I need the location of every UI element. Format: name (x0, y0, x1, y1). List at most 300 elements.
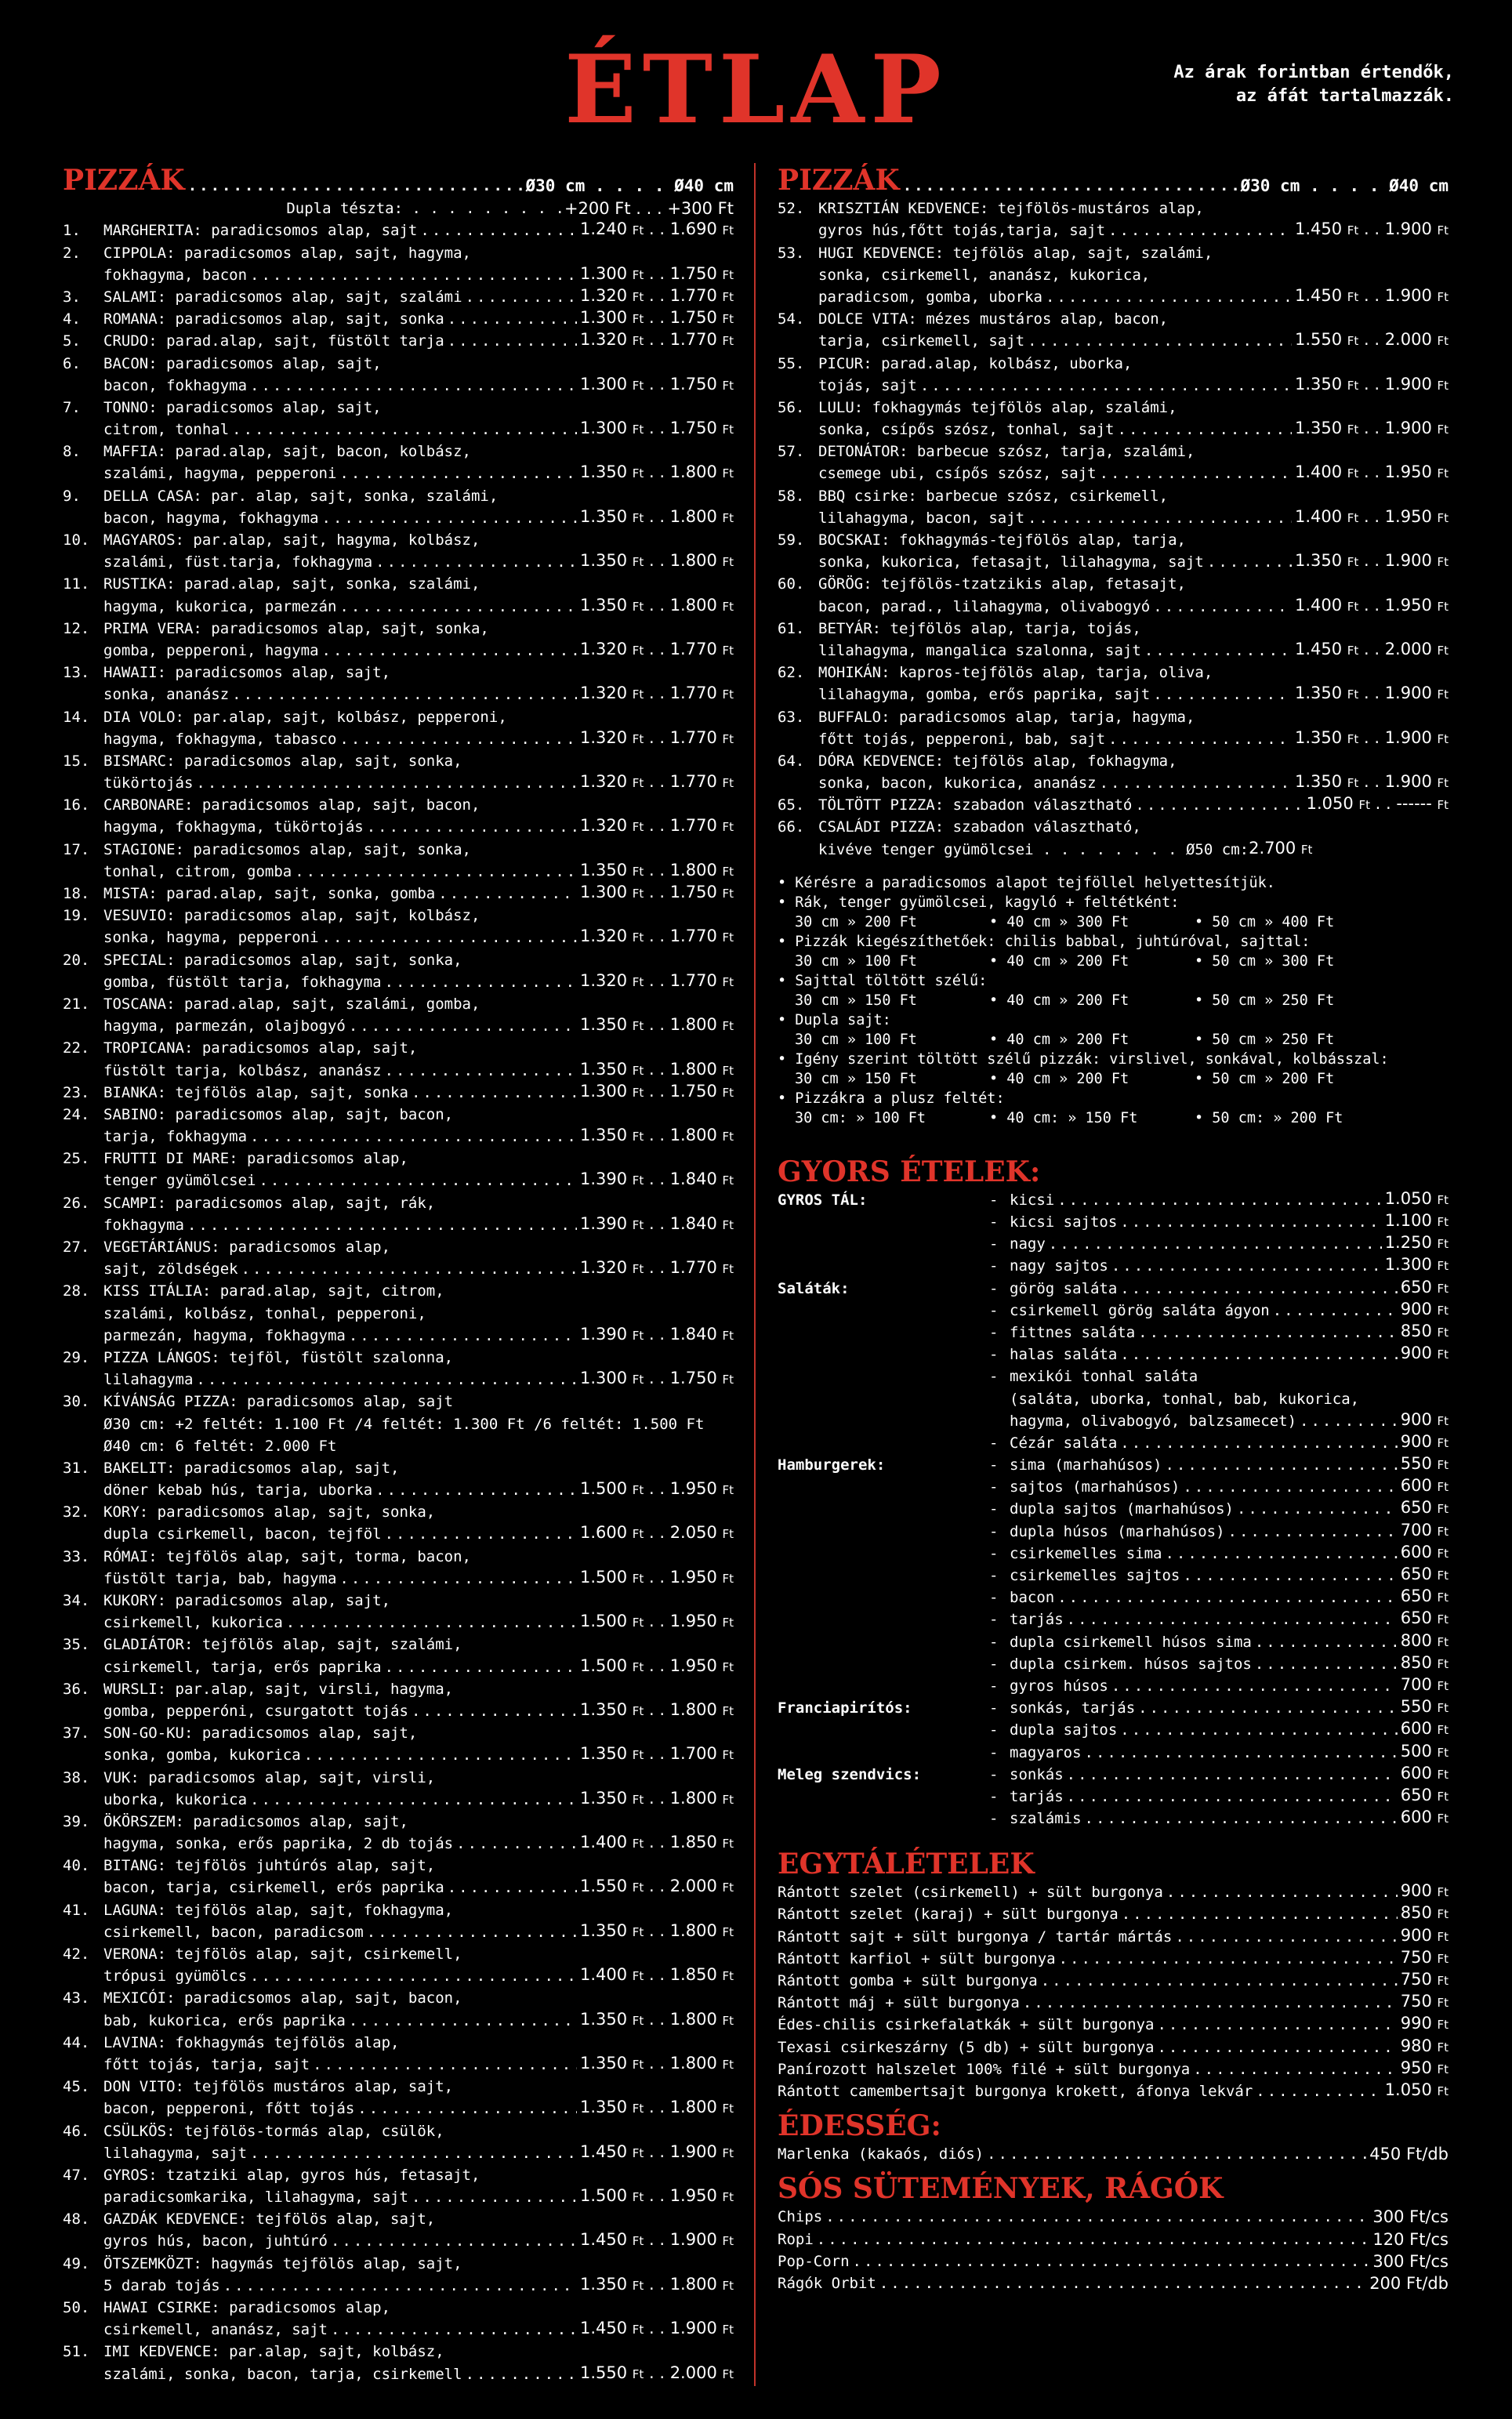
currency: Ft (1437, 2084, 1449, 2098)
price: 120 Ft/cs (1372, 2229, 1449, 2249)
currency: Ft (722, 289, 734, 304)
price: 900 Ft (1400, 1299, 1449, 1318)
dash: - (989, 1301, 999, 1319)
dash: - (989, 1765, 999, 1783)
item-description: uborka, kukorica (103, 1790, 248, 1808)
quick-food-row (778, 1432, 1449, 1454)
extra-prices (778, 1069, 1449, 1089)
leader-dots (1111, 1675, 1398, 1697)
item-description: CRUDO: parad.alap, sajt, füstölt tarja (103, 332, 444, 350)
leader-dots (1135, 794, 1303, 816)
price: 900 Ft (1400, 1881, 1449, 1901)
item-number: 18. (63, 885, 90, 902)
dash: - (989, 1235, 999, 1253)
leader-dots (448, 308, 577, 330)
item-name: nagy (1010, 1235, 1046, 1253)
price-pair: 1.300 Ft . . 1.750 Ft (580, 883, 734, 901)
leader-dots (339, 596, 577, 618)
menu-row (778, 2228, 1449, 2250)
leader-dots (1085, 1742, 1398, 1764)
pizza-row (63, 1082, 734, 1104)
currency: Ft (722, 378, 734, 393)
price: 850 Ft (1400, 1652, 1449, 1672)
price-pair: 1.400 Ft . . 1.950 Ft (1295, 506, 1449, 526)
menu-row (778, 2272, 1449, 2294)
currency: Ft (1437, 1745, 1449, 1760)
leader-dots (339, 1568, 577, 1590)
dash: - (989, 1434, 999, 1452)
currency: Ft (1437, 599, 1449, 614)
item-description: sonka, hagyma, pepperoni (103, 929, 319, 947)
leader-dots (295, 861, 577, 883)
menu-row (778, 1881, 1449, 1903)
leader-dots (987, 2143, 1366, 2165)
currency: Ft (722, 1063, 734, 1078)
leader-dots (438, 883, 577, 905)
price: 750 Ft (1400, 1947, 1449, 1967)
spacer (778, 1830, 1449, 1847)
pizza-row (63, 1612, 734, 1634)
item-description: lilahagyma, sajt (103, 2144, 248, 2162)
item-description: füstölt tarja, bab, hagyma (103, 1569, 337, 1587)
price-pair: 1.450 Ft . . 1.900 Ft (1295, 219, 1449, 239)
item-description: csemege ubi, csípős szósz, sajt (818, 465, 1097, 483)
leader-dots (250, 2142, 577, 2164)
item-number: 51. (63, 2343, 90, 2361)
currency: Ft (722, 2366, 734, 2381)
item-description: KRISZTIÁN KEDVENCE: tejfölös-mustáros alap, (818, 200, 1204, 218)
currency: Ft (1437, 1885, 1449, 1900)
price-pair: 1.550 Ft . . 2.000 Ft (580, 2363, 734, 2382)
extra-note: • Pizzákra a plusz feltét: (778, 1090, 1005, 1107)
leader-dots (385, 971, 577, 993)
item-description: citrom, tonhal (103, 421, 230, 439)
currency: Ft (1347, 555, 1359, 570)
currency: Ft (1437, 2062, 1449, 2076)
leader-dots (1183, 1476, 1397, 1498)
leader-dots (903, 174, 1238, 198)
leader-dots (339, 462, 577, 484)
price: 600 Ft (1400, 1808, 1449, 1827)
item-description: TROPICANA: paradicsomos alap, sajt, (103, 1039, 418, 1057)
item-description: GLADIÁTOR: tejfölös alap, sajt, szalámi, (103, 1636, 462, 1654)
price-pair: 1.350 Ft . . 1.800 Ft (580, 860, 734, 879)
currency: Ft (632, 1373, 644, 1387)
price: 650 Ft (1400, 1277, 1449, 1297)
currency: Ft (1347, 687, 1359, 702)
leader-dots (412, 2186, 577, 2208)
item-description: hagyma, sonka, erős paprika, 2 db tojás (103, 1835, 454, 1853)
item-description: Ø40 cm: 6 feltét: 2.000 Ft (103, 1437, 337, 1455)
dash: - (989, 1522, 999, 1540)
quick-food-row (778, 1741, 1449, 1763)
item-number: 30. (63, 1393, 90, 1411)
item-description: ROMANA: paradicsomos alap, sajt, sonka (103, 310, 444, 328)
pizza-row (63, 1435, 734, 1457)
price-pair: 1.350 Ft . . 1.800 Ft (580, 1699, 734, 1719)
item-name: tarjás (1010, 1611, 1064, 1629)
leader-dots (412, 1082, 577, 1104)
section-heading (778, 1847, 1449, 1881)
item-description: TONNO: paradicsomos alap, sajt, (103, 398, 382, 416)
extra-prices (778, 952, 1449, 971)
pizza-row (63, 1656, 734, 1677)
item-number: 44. (63, 2033, 90, 2051)
currency: Ft (722, 974, 734, 989)
dash: - (989, 1787, 999, 1805)
item-description: CSALÁDI PIZZA: szabadon választható, (818, 818, 1141, 836)
item-number: 36. (63, 1680, 90, 1698)
item-description: PIZZA LÁNGOS: tejföl, füstölt szalonna, (103, 1348, 454, 1366)
item-description: BOCSKAI: fokhagymás-tejfölös alap, tarja, (818, 531, 1186, 549)
quick-food-row (778, 1565, 1449, 1587)
pizza-row (63, 1148, 734, 1170)
pizza-row (63, 1191, 734, 1213)
pizza-row (63, 1170, 734, 1191)
extra-prices (778, 991, 1449, 1010)
currency: Ft (1347, 289, 1359, 304)
leader-dots (1175, 1926, 1397, 1948)
currency: Ft (632, 2278, 644, 2293)
pizza-row (778, 618, 1449, 640)
currency: Ft (632, 1703, 644, 1718)
item-description: tojás, sajt (818, 376, 917, 394)
currency: Ft (722, 1217, 734, 1232)
pizza-row (778, 529, 1449, 551)
currency: Ft (632, 1748, 644, 1763)
currency: Ft (722, 930, 734, 945)
currency: Ft (1437, 1524, 1449, 1539)
leader-dots (1111, 1255, 1382, 1277)
item-description: fokhagyma, bacon (103, 266, 248, 284)
left-column (63, 163, 734, 2385)
dash: - (989, 1257, 999, 1275)
item-description: KORY: paradicsomos alap, sajt, sonka, (103, 1503, 436, 1521)
pizza-row (63, 1811, 734, 1833)
leader-dots (448, 330, 577, 352)
item-name: görög saláta (1010, 1279, 1118, 1297)
item-name: fittnes saláta (1010, 1323, 1136, 1341)
price-note-line: Az árak forintban értendők, (1173, 63, 1454, 82)
pizza-row (63, 551, 734, 573)
leader-dots (250, 375, 577, 397)
currency: Ft (1437, 1701, 1449, 1716)
currency: Ft (632, 687, 644, 702)
currency: Ft (1437, 378, 1449, 393)
price-pair: 1.400 Ft . . 1.950 Ft (1295, 462, 1449, 482)
leader-dots (322, 927, 577, 948)
currency: Ft (1347, 599, 1359, 614)
pizza-row (63, 2098, 734, 2120)
currency: Ft (1437, 1215, 1449, 1229)
section-heading (778, 1155, 1449, 1189)
currency: Ft (722, 1173, 734, 1188)
quick-food-row (778, 1675, 1449, 1697)
item-number: 63. (778, 708, 805, 726)
currency: Ft (722, 267, 734, 282)
leader-dots (385, 1060, 577, 1082)
menu-row (778, 2206, 1449, 2228)
dash: - (989, 1743, 999, 1761)
pizza-row (778, 640, 1449, 662)
pizza-row (63, 375, 734, 397)
extra-price-50: • 50 cm » 200 Ft (1195, 1070, 1335, 1087)
pizza-row (63, 1766, 734, 1788)
currency: Ft (1437, 643, 1449, 658)
quick-food-row (778, 1322, 1449, 1344)
menu-row (778, 1948, 1449, 1970)
pizza-row (63, 352, 734, 374)
currency: Ft (632, 2190, 644, 2205)
price: 300 Ft/cs (1372, 2207, 1449, 2227)
item-name: Marlenka (kakaós, diós) (778, 2145, 984, 2163)
currency: Ft (1347, 378, 1359, 393)
currency: Ft (1437, 1435, 1449, 1450)
price: 600 Ft (1400, 1542, 1449, 1561)
currency: Ft (632, 1328, 644, 1343)
pizza-row (63, 264, 734, 286)
pizza-row (63, 330, 734, 352)
pizza-row (778, 662, 1449, 684)
pizza-row (63, 419, 734, 441)
currency: Ft (1437, 466, 1449, 481)
item-description: DON VITO: tejfölös mustáros alap, sajt, (103, 2078, 454, 2096)
menu-row (778, 1970, 1449, 1992)
currency: Ft (1437, 334, 1449, 349)
item-description: szalámi, sonka, bacon, tarja, csirkemell (103, 2365, 462, 2383)
item-description: csirkemell, tarja, erős paprika (103, 1658, 382, 1676)
item-description: parmezán, hagyma, fokhagyma (103, 1326, 346, 1344)
item-description: bab, kukorica, erős paprika (103, 2011, 346, 2029)
item-description: MARGHERITA: paradicsomos alap, sajt (103, 222, 418, 240)
currency: Ft (1437, 1996, 1449, 2011)
price-pair: 1.400 Ft . . 1.850 Ft (580, 1833, 734, 1852)
currency: Ft (722, 510, 734, 525)
leader-dots (322, 507, 577, 529)
pizza-row (63, 2164, 734, 2186)
price: 900 Ft (1400, 1431, 1449, 1451)
pizza-row (778, 484, 1449, 506)
pizza-row (63, 441, 734, 462)
dash: - (989, 1810, 999, 1828)
dash: - (989, 1611, 999, 1629)
quick-food-row (778, 1300, 1449, 1322)
item-number: 27. (63, 1239, 90, 1256)
extra-price-40: • 40 cm » 200 Ft (989, 992, 1129, 1009)
pizza-row (63, 286, 734, 308)
item-description: CSÜLKÖS: tejfölös-tormás alap, csülök, (103, 2122, 444, 2140)
leader-dots (1273, 1300, 1398, 1322)
price: 550 Ft (1400, 1454, 1449, 1474)
category-label: Hamburgerek: (778, 1456, 886, 1474)
currency: Ft (722, 1924, 734, 1939)
price-pair: 1.320 Ft . . 1.770 Ft (580, 639, 734, 658)
currency: Ft (722, 2278, 734, 2293)
currency: Ft (722, 1019, 734, 1034)
currency: Ft (632, 1063, 644, 1078)
item-description: DÓRA KEDVENCE: tejfölös alap, fokhagyma, (818, 752, 1177, 770)
item-number: 43. (63, 1989, 90, 2007)
pizza-row (63, 1987, 734, 2009)
pizza-row (63, 308, 734, 330)
pizza-row (63, 2297, 734, 2319)
leader-dots (349, 2010, 577, 2032)
item-description: hagyma, fokhagyma, tükörtojás (103, 818, 364, 836)
item-number: 28. (63, 1282, 90, 1300)
extra-price-40: • 40 cm » 200 Ft (989, 952, 1129, 970)
currency: Ft (632, 334, 644, 349)
extra-note: • Kérésre a paradicsomos alapot tejföllel helyettesítjük. (778, 874, 1275, 891)
item-number: 45. (63, 2078, 90, 2096)
item-number: 56. (778, 398, 805, 416)
currency: Ft (1437, 555, 1449, 570)
item-number: 57. (778, 443, 805, 461)
currency: Ft (632, 599, 644, 614)
leader-dots (920, 375, 1292, 397)
size-label: Ø30 cm . . . . Ø40 cm (525, 176, 734, 195)
price: 800 Ft (1400, 1630, 1449, 1650)
pizza-row (63, 1369, 734, 1391)
currency: Ft (632, 1837, 644, 1851)
item-number: 8. (63, 443, 81, 461)
dash: - (989, 1544, 999, 1562)
currency: Ft (632, 2013, 644, 2028)
leader-dots (232, 684, 577, 705)
pizza-row (63, 684, 734, 705)
pizza-row (63, 794, 734, 816)
item-description: GYROS: tzatziki alap, gyros hús, fetasajt, (103, 2166, 480, 2184)
pizza-row (778, 308, 1449, 330)
leader-dots (1085, 1808, 1398, 1830)
currency: Ft (1437, 1951, 1449, 1966)
pizza-row (63, 1280, 734, 1302)
leader-dots (313, 2054, 577, 2076)
item-number: 65. (778, 796, 805, 814)
extra-note: • Sajttal töltött szélű: (778, 972, 988, 989)
item-name: Rántott camembertsajt burgonya krokett, áfonya lekvár (778, 2082, 1253, 2100)
leader-dots (322, 640, 577, 662)
item-description: MAFFIA: parad.alap, sajt, bacon, kolbász, (103, 443, 471, 461)
currency: Ft (1437, 1634, 1449, 1649)
leader-dots (1153, 684, 1292, 705)
menu-row (778, 1992, 1449, 2014)
currency: Ft (632, 1969, 644, 1984)
item-name: Rántott szelet (csirkemell) + sült burgonya (778, 1884, 1163, 1902)
pizza-row (63, 2341, 734, 2363)
dash: - (989, 1655, 999, 1673)
item-number: 46. (63, 2122, 90, 2140)
item-description: FRUTTI DI MARE: paradicsomos alap, (103, 1150, 408, 1168)
price-pair: 1.320 Ft . . 1.770 Ft (580, 727, 734, 747)
leader-dots (412, 1700, 577, 1722)
pizza-row (63, 529, 734, 551)
spacer (778, 1128, 1449, 1155)
leader-dots (1067, 1608, 1398, 1630)
currency: Ft (1437, 1281, 1449, 1296)
leader-dots (286, 1612, 577, 1634)
currency: Ft (1437, 1656, 1449, 1671)
currency: Ft (722, 1571, 734, 1586)
item-description: BETYÁR: tejfölös alap, tarja, tojás, (818, 619, 1141, 637)
currency: Ft (1437, 1303, 1449, 1318)
currency: Ft (722, 2145, 734, 2160)
price-pair: 1.400 Ft . . 1.850 Ft (580, 1965, 734, 1985)
pizza-row (778, 772, 1449, 794)
currency: Ft (632, 1019, 644, 1034)
section-title: PIZZÁK (63, 164, 185, 197)
pizza-row (63, 1523, 734, 1545)
currency: Ft (1437, 1458, 1449, 1473)
extra-prices (778, 1030, 1449, 1050)
price-pair: 1.350 Ft . . 1.800 Ft (580, 1059, 734, 1079)
leader-dots (331, 2230, 577, 2252)
item-description: bacon, pepperoni, főtt tojás (103, 2100, 355, 2118)
item-number: 53. (778, 244, 805, 262)
dash: - (989, 1213, 999, 1231)
extra-price-50: • 50 cm » 300 Ft (1195, 952, 1335, 970)
item-number: 54. (778, 310, 805, 328)
currency: Ft (1437, 1480, 1449, 1495)
item-description: sajt, zöldségek (103, 1260, 238, 1278)
leader-dots (448, 1877, 577, 1899)
dash: - (989, 1500, 999, 1518)
item-description: gyros hús,főtt tojás,tarja, sajt (818, 222, 1106, 240)
pizza-row (63, 1236, 734, 1258)
item-description: GÖRÖG: tejfölös-tzatzikis alap, fetasajt, (818, 575, 1186, 593)
item-number: 20. (63, 951, 90, 969)
pizza-row (778, 375, 1449, 397)
pizza-row (63, 640, 734, 662)
item-description: gomba, füstölt tarja, fokhagyma (103, 973, 382, 991)
pizza-row (63, 1568, 734, 1590)
currency: Ft (722, 1483, 734, 1498)
item-description: szalámi, füst.tarja, fokhagyma (103, 553, 373, 571)
pizza-row (63, 1479, 734, 1501)
price-note (1173, 61, 1454, 108)
leader-dots (331, 2319, 577, 2341)
item-description: sonka, gomba, kukorica (103, 1746, 301, 1764)
item-description: lilahagyma, mangalica szalonna, sajt (818, 641, 1141, 659)
currency: Ft (722, 555, 734, 570)
item-name: bacon (1010, 1589, 1055, 1607)
currency: Ft (632, 1527, 644, 1542)
item-description: SABINO: paradicsomos alap, sajt, bacon, (103, 1105, 454, 1123)
menu-row (778, 2014, 1449, 2036)
currency: Ft (722, 1085, 734, 1100)
leader-dots (817, 2229, 1370, 2250)
item-description: GAZDÁK KEDVENCE: tejfölös alap, sajt, (103, 2210, 436, 2229)
currency: Ft (632, 1571, 644, 1586)
currency: Ft (1347, 776, 1359, 791)
price-pair: 1.400 Ft . . 1.950 Ft (1295, 595, 1449, 615)
leader-dots (385, 1523, 577, 1545)
pizza-row (778, 794, 1449, 816)
leader-dots (1138, 1322, 1398, 1344)
item-name: sajtos (marhahúsos) (1010, 1478, 1180, 1496)
item-description: VESUVIO: paradicsomos alap, sajt, kolbász, (103, 907, 480, 925)
item-name: Texasi csirkeszárny (5 db) + sült burgonya (778, 2038, 1155, 2056)
item-description: lilahagyma, bacon, sajt (818, 509, 1025, 527)
item-number: 59. (778, 531, 805, 549)
currency: Ft (722, 1703, 734, 1718)
item-name: sima (marhahúsos) (1010, 1456, 1162, 1474)
pizza-row (63, 1722, 734, 1744)
leader-dots (250, 1789, 577, 1811)
leader-dots (1120, 1719, 1397, 1741)
price-pair: 1.320 Ft . . 1.770 Ft (580, 1258, 734, 1278)
currency: Ft (722, 776, 734, 791)
menu-row (778, 2143, 1449, 2165)
